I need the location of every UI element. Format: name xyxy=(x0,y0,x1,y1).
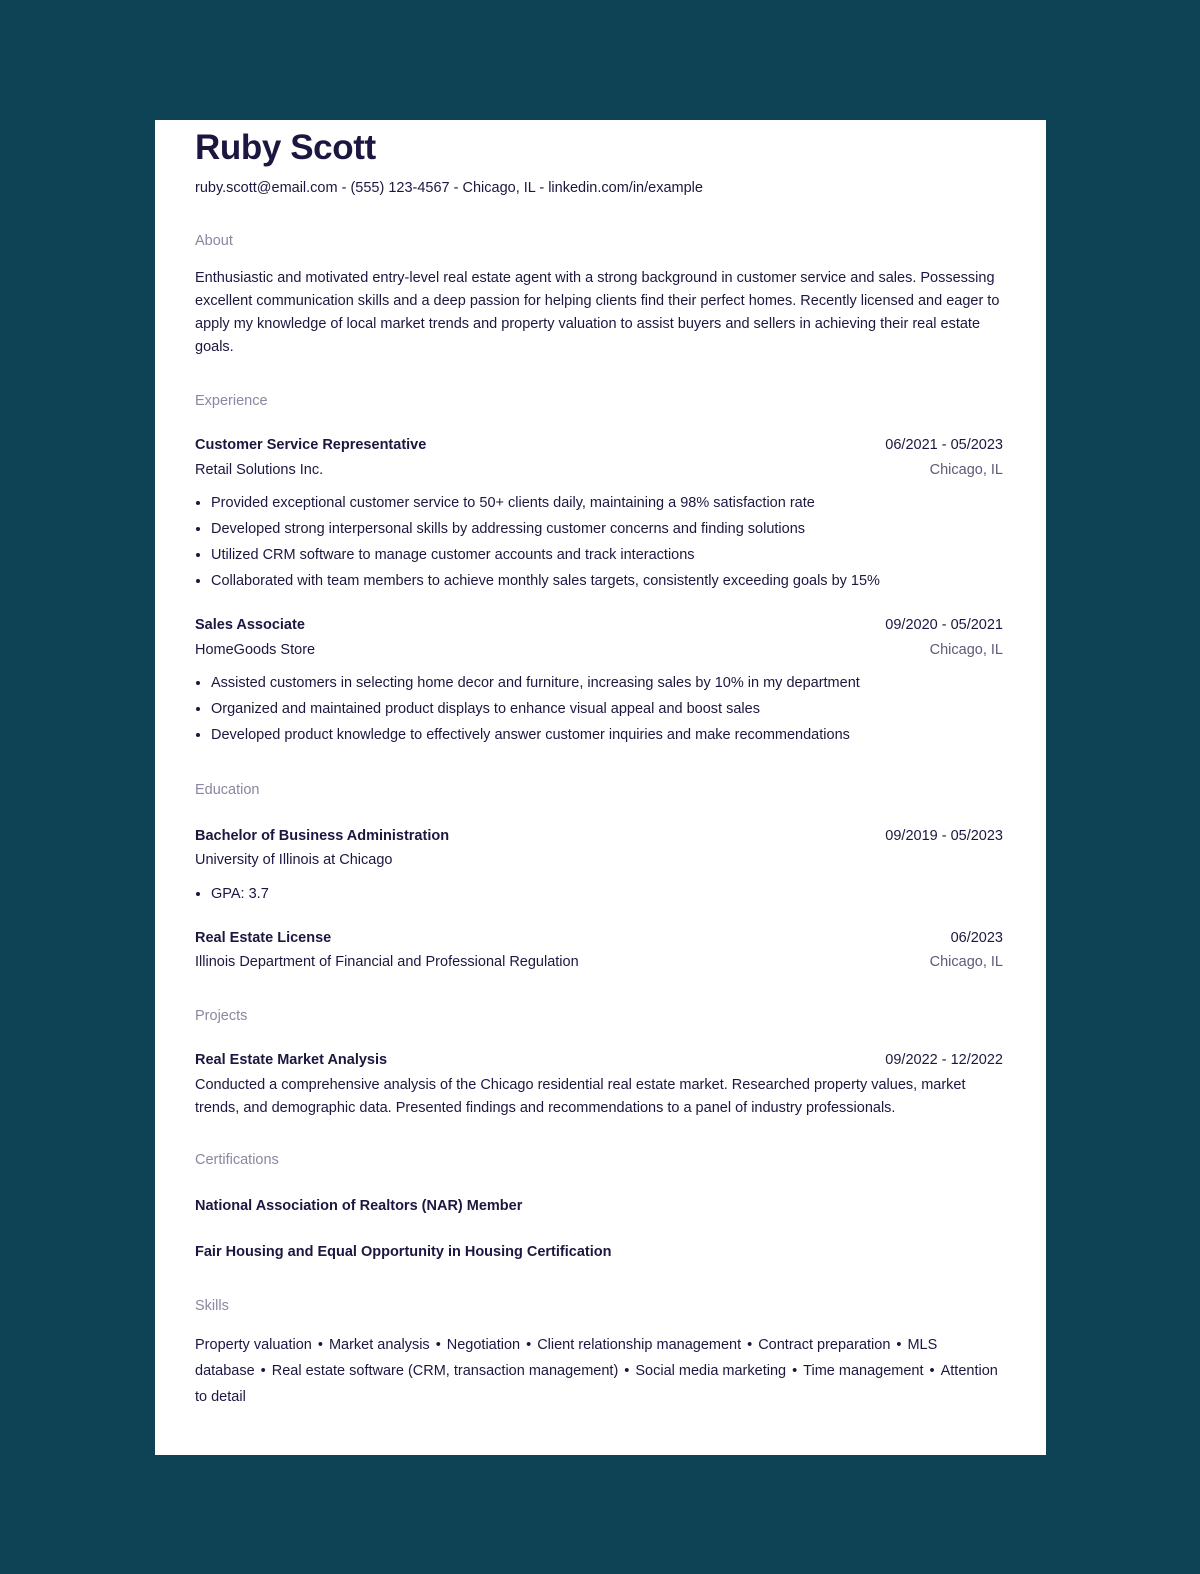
skill-separator: • xyxy=(317,1337,323,1353)
contact-line: ruby.scott@email.com - (555) 123-4567 - Chicago, IL - linkedin.com/in/example xyxy=(195,180,703,196)
list-item: • Assisted customers in selecting home decor and furniture, increasing sales by 10% in my department xyxy=(211,670,1003,696)
education-entry xyxy=(195,826,1003,907)
list-item: • Utilized CRM software to manage customer accounts and track interactions xyxy=(211,542,1003,568)
job-location: Chicago, IL xyxy=(929,462,1003,478)
education-subheader-row xyxy=(195,952,1003,972)
education-entry xyxy=(195,928,1003,972)
education-bullets xyxy=(195,881,1003,907)
skill-separator: • xyxy=(747,1337,753,1353)
company-name: HomeGoods Store xyxy=(195,642,316,658)
certification-item xyxy=(195,1242,1003,1262)
degree-title: Bachelor of Business Administration xyxy=(195,828,450,844)
project-dates: 09/2022 - 12/2022 xyxy=(885,1052,1003,1068)
education-dates: 06/2023 xyxy=(950,930,1003,946)
job-dates: 06/2021 - 05/2023 xyxy=(885,437,1003,453)
skill-separator: • xyxy=(435,1337,441,1353)
skill-item: Real estate software (CRM, transaction management) xyxy=(271,1363,619,1379)
education-location: Chicago, IL xyxy=(929,954,1003,970)
candidate-name: Ruby Scott xyxy=(195,128,376,167)
list-item: • GPA: 3.7 xyxy=(211,881,1003,907)
project-description: Conducted a comprehensive analysis of the Chicago residential real estate market. Researched property values, market trends, and demographic data. Presented findings and recommendations to a panel of industry professionals. xyxy=(195,1077,966,1116)
education-header-row xyxy=(195,826,1003,846)
skill-item: Time management xyxy=(803,1363,924,1379)
job-title: Sales Associate xyxy=(195,617,305,633)
skill-item: Negotiation xyxy=(446,1337,521,1353)
resume-page xyxy=(155,120,1046,1455)
section-title-skills: Skills xyxy=(195,1298,229,1314)
skill-separator: • xyxy=(792,1363,798,1379)
job-bullets xyxy=(195,490,1003,594)
job-bullets xyxy=(195,670,1003,748)
list-item: • Organized and maintained product displays to enhance visual appeal and boost sales xyxy=(211,696,1003,722)
project-header-row xyxy=(195,1050,1003,1070)
section-title-projects: Projects xyxy=(195,1008,248,1024)
skills-list xyxy=(195,1332,1003,1410)
education-header-row xyxy=(195,928,1003,948)
certification-item xyxy=(195,1196,1003,1216)
section-title-certifications: Certifications xyxy=(195,1152,279,1168)
skill-item: Social media marketing xyxy=(635,1363,787,1379)
section-title-experience: Experience xyxy=(195,393,268,409)
skill-item: Client relationship management xyxy=(537,1337,742,1353)
list-item: • Developed product knowledge to effectively answer customer inquiries and make recommendations xyxy=(211,722,1003,748)
skill-separator: • xyxy=(526,1337,532,1353)
experience-header-row xyxy=(195,615,1003,635)
section-title-education: Education xyxy=(195,782,260,798)
degree-title: Real Estate License xyxy=(195,930,332,946)
about-text: Enthusiastic and motivated entry-level real estate agent with a strong background in customer service and sales. Possessing excellent communication skills and a deep passion for helping clients find their perfect homes. Recently licensed and eager to apply my knowledge of local market trends and property valuation to assist buyers and sellers in achieving their real estate goals. xyxy=(195,270,1000,355)
experience-entry xyxy=(195,615,1003,748)
experience-subheader-row xyxy=(195,460,1003,480)
skill-separator: • xyxy=(929,1363,935,1379)
experience-subheader-row xyxy=(195,640,1003,660)
skill-item: MLS database xyxy=(195,1337,938,1379)
list-item: • Provided exceptional customer service to 50+ clients daily, maintaining a 98% satisfaction rate xyxy=(211,490,1003,516)
certification-name: National Association of Realtors (NAR) Member xyxy=(195,1198,523,1214)
resume-content xyxy=(195,120,1003,1410)
project-entry xyxy=(195,1050,1003,1120)
list-item: • Developed strong interpersonal skills by addressing customer concerns and finding solutions xyxy=(211,516,1003,542)
school-name: Illinois Department of Financial and Professional Regulation xyxy=(195,954,579,970)
skill-separator: • xyxy=(260,1363,266,1379)
skill-item: Contract preparation xyxy=(758,1337,891,1353)
certification-name: Fair Housing and Equal Opportunity in Housing Certification xyxy=(195,1244,612,1260)
list-item: • Collaborated with team members to achieve monthly sales targets, consistently exceeding goals by 15% xyxy=(211,568,1003,594)
section-title-about: About xyxy=(195,233,233,249)
skill-item: Property valuation xyxy=(195,1337,312,1353)
job-dates: 09/2020 - 05/2021 xyxy=(885,617,1003,633)
job-location: Chicago, IL xyxy=(929,642,1003,658)
education-dates: 09/2019 - 05/2023 xyxy=(885,828,1003,844)
skill-separator: • xyxy=(896,1337,902,1353)
skill-item: Attention to detail xyxy=(195,1363,998,1405)
skill-item: Market analysis xyxy=(328,1337,430,1353)
education-subheader-row xyxy=(195,850,1003,870)
skill-separator: • xyxy=(624,1363,630,1379)
company-name: Retail Solutions Inc. xyxy=(195,462,324,478)
job-title: Customer Service Representative xyxy=(195,437,427,453)
project-name: Real Estate Market Analysis xyxy=(195,1052,388,1068)
experience-header-row xyxy=(195,435,1003,455)
experience-entry xyxy=(195,435,1003,594)
school-name: University of Illinois at Chicago xyxy=(195,852,393,868)
